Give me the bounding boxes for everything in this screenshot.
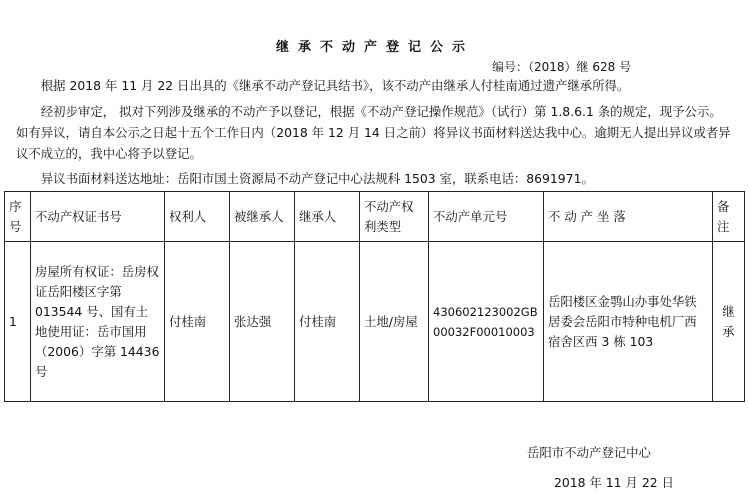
notice-title: 继承不动产登记公示 [275, 40, 474, 55]
document-number: 编号：（2018）继 628 号 [492, 60, 632, 74]
header-unit-no: 不动产单元号 [429, 192, 544, 242]
cell-right-type: 土地/房屋 [360, 242, 429, 402]
objection-address-paragraph: 异议书面材料送达地址：岳阳市国土资源局不动产登记中心法规科 1503 室，联系电话：8691971。 [40, 171, 594, 186]
header-cert: 不动产权证书号 [31, 192, 165, 242]
cell-rights-holder: 付桂南 [165, 242, 230, 402]
notice-paragraph-1: 根据 2018 年 11 月 22 日出具的《继承不动产登记具结书》，该不动产由继承人付桂南通过遗产继承所得。 [40, 78, 630, 93]
header-heir: 继承人 [295, 192, 360, 242]
header-location: 不 动 产 坐 落 [544, 192, 713, 242]
cell-heir: 付桂南 [295, 242, 360, 402]
table-header-row [5, 192, 745, 242]
cell-remark: 继承 [713, 242, 745, 402]
issuing-organization: 岳阳市不动产登记中心 [527, 445, 651, 460]
header-remark: 备注 [713, 192, 745, 242]
table-row [5, 242, 745, 402]
header-rights-holder: 权利人 [165, 192, 230, 242]
property-table [4, 191, 745, 402]
notice-paragraph-2: 经初步审定， 拟对下列涉及继承的不动产予以登记，根据《不动产登记操作规范》（试行）第 1.8.6.1 条的规定，现予公示。如有异议，请自本公示之日起十五个工作日内（2018 年 12 月 14 日之前）将异议书面材料送达我中心。逾期无人提出异议或者异议不成立的，我中心将予以登记。 [16, 104, 731, 161]
header-seq: 序号 [5, 192, 31, 242]
header-decedent: 被继承人 [230, 192, 295, 242]
issue-date: 2018 年 11 月 22 日 [554, 475, 674, 490]
cell-location: 岳阳楼区金鹗山办事处华铁居委会岳阳市特种电机厂西宿舍区西 3 栋 103 [544, 242, 713, 402]
header-right-type: 不动产权利类型 [360, 192, 429, 242]
cell-seq: 1 [5, 242, 31, 402]
cell-unit-no: 430602123002GB00032F00010003 [429, 242, 544, 402]
cell-decedent: 张达强 [230, 242, 295, 402]
cell-cert: 房屋所有权证：岳房权证岳阳楼区字第 013544 号、国有土地使用证：岳市国用（2006）字第 14436 号 [31, 242, 165, 402]
